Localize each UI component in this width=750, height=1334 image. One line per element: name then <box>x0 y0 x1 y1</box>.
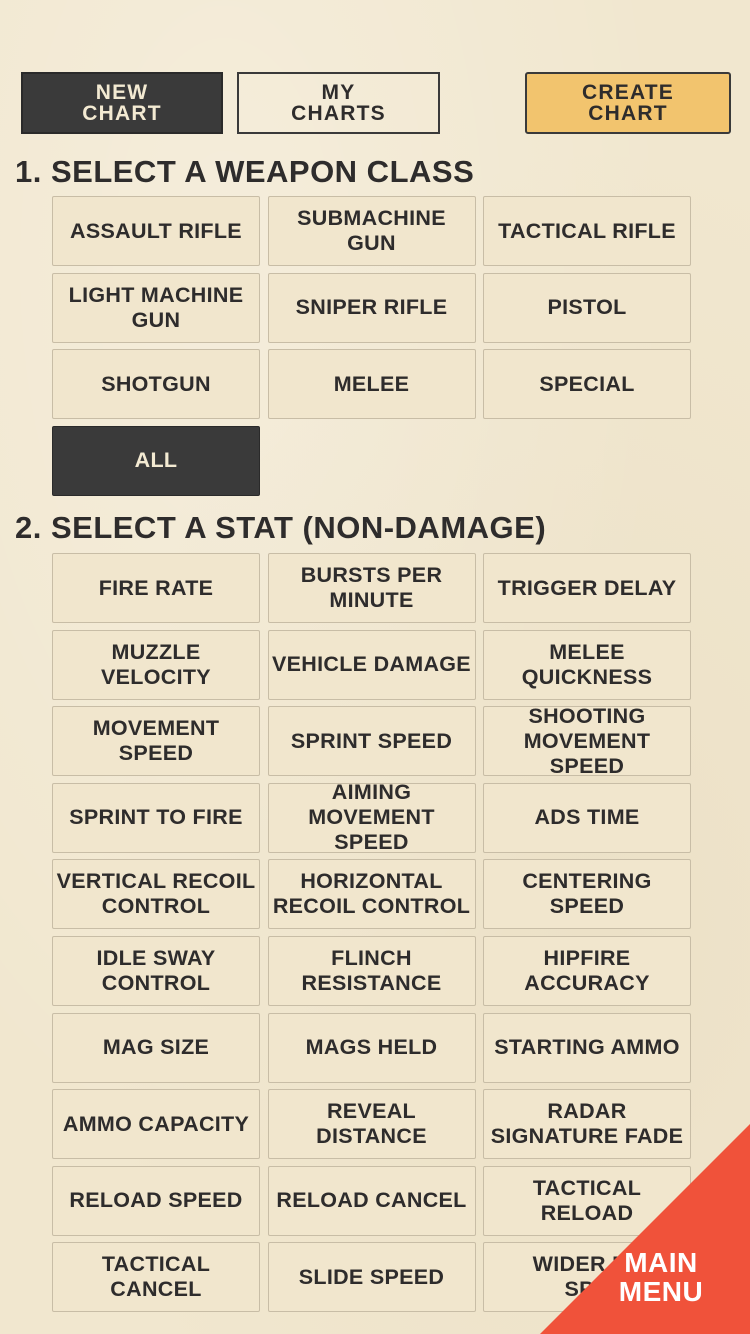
weapon-class-option-pistol[interactable]: PISTOL <box>483 273 691 343</box>
create-chart-button[interactable]: CREATE CHART <box>525 72 731 134</box>
stat-option-horizontal-recoil-control[interactable]: HORIZONTAL RECOIL CONTROL <box>268 859 476 929</box>
stat-option-slide-speed[interactable]: SLIDE SPEED <box>268 1242 476 1312</box>
stat-option-mag-size[interactable]: MAG SIZE <box>52 1013 260 1083</box>
weapon-class-option-submachine-gun[interactable]: SUBMACHINE GUN <box>268 196 476 266</box>
stat-option-muzzle-velocity[interactable]: MUZZLE VELOCITY <box>52 630 260 700</box>
weapon-class-option-sniper-rifle[interactable]: SNIPER RIFLE <box>268 273 476 343</box>
stat-option-aiming-movement-speed[interactable]: AIMING MOVEMENT SPEED <box>268 783 476 853</box>
stat-option-vehicle-damage[interactable]: VEHICLE DAMAGE <box>268 630 476 700</box>
stat-option-idle-sway-control[interactable]: IDLE SWAY CONTROL <box>52 936 260 1006</box>
stat-option-ammo-capacity[interactable]: AMMO CAPACITY <box>52 1089 260 1159</box>
stat-option-tactical-reload[interactable]: TACTICAL RELOAD <box>483 1166 691 1236</box>
stat-option-wider-pe-spr[interactable]: WIDER PE SPR <box>483 1242 691 1312</box>
stat-option-sprint-to-fire[interactable]: SPRINT TO FIRE <box>52 783 260 853</box>
stat-option-reload-cancel[interactable]: RELOAD CANCEL <box>268 1166 476 1236</box>
stat-option-tactical-cancel[interactable]: TACTICAL CANCEL <box>52 1242 260 1312</box>
weapon-class-option-special[interactable]: SPECIAL <box>483 349 691 419</box>
weapon-class-option-melee[interactable]: MELEE <box>268 349 476 419</box>
weapon-class-heading: 1. SELECT A WEAPON CLASS <box>15 154 475 189</box>
main-menu-button[interactable] <box>540 1124 750 1334</box>
stat-option-movement-speed[interactable]: MOVEMENT SPEED <box>52 706 260 776</box>
stat-option-flinch-resistance[interactable]: FLINCH RESISTANCE <box>268 936 476 1006</box>
weapon-class-option-light-machine-gun[interactable]: LIGHT MACHINE GUN <box>52 273 260 343</box>
stat-option-shooting-movement-speed[interactable]: SHOOTING MOVEMENT SPEED <box>483 706 691 776</box>
stat-option-centering-speed[interactable]: CENTERING SPEED <box>483 859 691 929</box>
new-chart-tab[interactable]: NEW CHART <box>21 72 223 134</box>
stat-option-reveal-distance[interactable]: REVEAL DISTANCE <box>268 1089 476 1159</box>
main-menu-label: MAIN MENU <box>618 1247 704 1307</box>
weapon-class-option-tactical-rifle[interactable]: TACTICAL RIFLE <box>483 196 691 266</box>
weapon-class-option-shotgun[interactable]: SHOTGUN <box>52 349 260 419</box>
stat-option-mags-held[interactable]: MAGS HELD <box>268 1013 476 1083</box>
weapon-class-grid <box>52 196 692 496</box>
stat-option-starting-ammo[interactable]: STARTING AMMO <box>483 1013 691 1083</box>
weapon-class-option-all[interactable]: ALL <box>52 426 260 496</box>
stat-option-vertical-recoil-control[interactable]: VERTICAL RECOIL CONTROL <box>52 859 260 929</box>
stat-option-fire-rate[interactable]: FIRE RATE <box>52 553 260 623</box>
stat-option-bursts-per-minute[interactable]: BURSTS PER MINUTE <box>268 553 476 623</box>
stat-option-radar-signature-fade[interactable]: RADAR SIGNATURE FADE <box>483 1089 691 1159</box>
my-charts-tab[interactable]: MY CHARTS <box>237 72 440 134</box>
stat-option-trigger-delay[interactable]: TRIGGER DELAY <box>483 553 691 623</box>
stat-option-reload-speed[interactable]: RELOAD SPEED <box>52 1166 260 1236</box>
weapon-class-option-assault-rifle[interactable]: ASSAULT RIFLE <box>52 196 260 266</box>
stat-option-hipfire-accuracy[interactable]: HIPFIRE ACCURACY <box>483 936 691 1006</box>
stat-heading: 2. SELECT A STAT (NON-DAMAGE) <box>15 510 547 545</box>
stat-option-melee-quickness[interactable]: MELEE QUICKNESS <box>483 630 691 700</box>
stat-option-ads-time[interactable]: ADS TIME <box>483 783 691 853</box>
stat-option-sprint-speed[interactable]: SPRINT SPEED <box>268 706 476 776</box>
